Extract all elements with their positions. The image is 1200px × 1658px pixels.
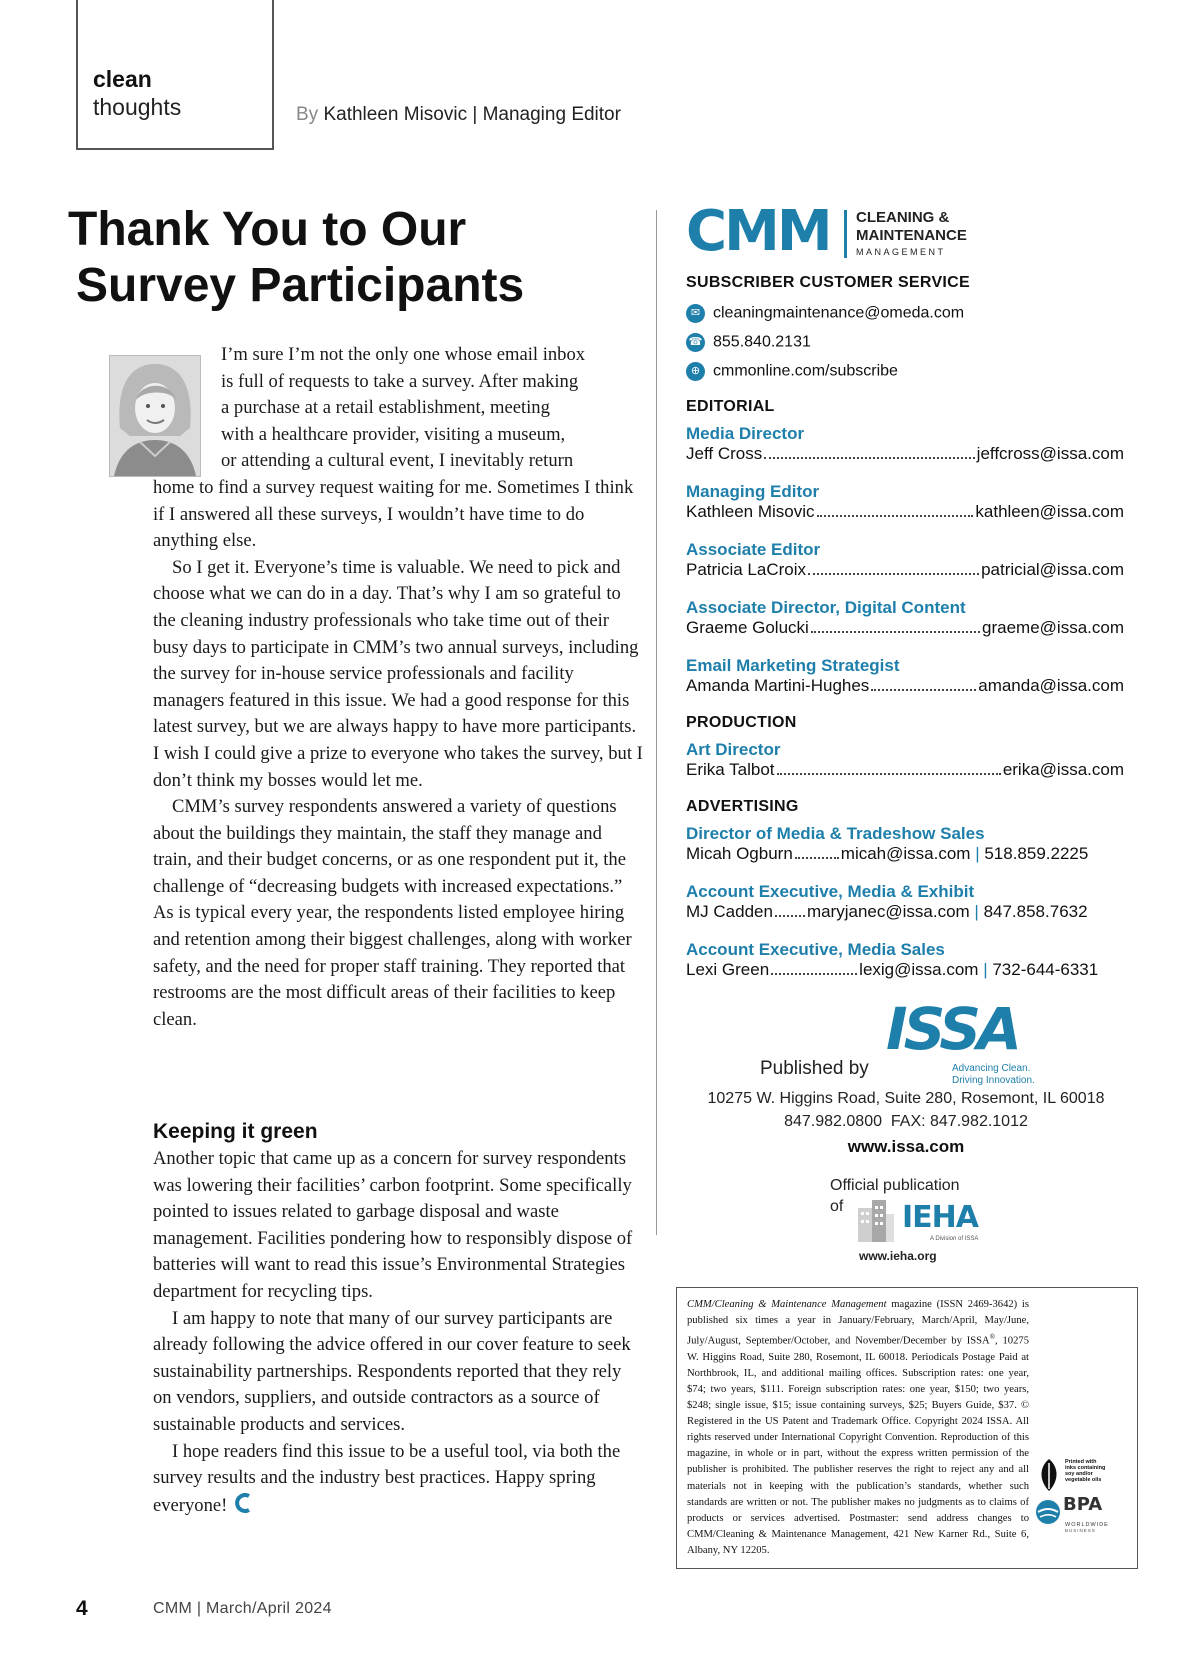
staff-line [686, 760, 1124, 780]
staff-phone: 847.858.7632 [983, 902, 1088, 921]
staff-email[interactable]: micah@issa.com [840, 844, 971, 863]
staff-line: Lexi Green lexig@issa.com | 732-644-6331 [686, 960, 1099, 979]
leader-dots [817, 502, 974, 517]
building-icon [856, 1198, 896, 1242]
editorial-entry [686, 656, 1126, 696]
official-of-label: of [830, 1198, 844, 1215]
contact-phone: 855.840.2131 [713, 333, 811, 351]
editorial-entry [686, 424, 1126, 464]
bpa-sub: WORLDWIDE [1065, 1522, 1109, 1528]
role-title: Associate Editor [686, 540, 821, 559]
role-title: Director of Media & Tradeshow Sales [686, 824, 985, 843]
issa-logo [886, 995, 1066, 1086]
staff-name: Lexi Green [686, 960, 770, 979]
globe-icon: ⊕ [686, 362, 705, 381]
masthead [686, 274, 1126, 381]
staff-name: Jeff Cross [686, 444, 763, 463]
staff-line [686, 502, 1124, 522]
production-heading: PRODUCTION [686, 714, 797, 731]
intro-line: a purchase at a retail establishment, meeting [221, 397, 550, 419]
ieha-sub: A Division of ISSA [930, 1236, 979, 1242]
staff-email[interactable]: erika@issa.com [1002, 760, 1124, 779]
soy-line: soy and/or [1065, 1471, 1093, 1477]
section-tab [76, 0, 274, 150]
intro-line: or attending a cultural event, I inevitably return [221, 450, 574, 472]
intro-line: is full of requests to take a survey. After making [221, 370, 579, 392]
publication-fine-print [676, 1287, 1138, 1569]
intro-line: with a healthcare provider, visiting a museum, [221, 423, 566, 445]
staff-email[interactable]: maryjanec@issa.com [806, 902, 970, 921]
contact-web[interactable]: cmmonline.com/subscribe [713, 362, 898, 380]
advertising-entry [686, 824, 1126, 864]
article-body-continued [153, 1146, 643, 1519]
fine-print-text-a: magazine (ISSN 2469-3642) is published six times a year in January/February, March/April, May/June, July/August, September/October, and November/December by ISSA [687, 1299, 1029, 1347]
logo-line-2: MAINTENANCE [856, 227, 967, 244]
staff-email[interactable]: jeffcross@issa.com [976, 444, 1124, 463]
editorial-entry [686, 540, 1126, 580]
article-title [68, 202, 524, 314]
title-line-2: Survey Participants [76, 259, 525, 312]
staff-line: Micah Ogburn micah@issa.com | 518.859.2225 [686, 844, 1089, 863]
editorial-entry [686, 598, 1126, 638]
staff-line [686, 560, 1124, 580]
contact-email[interactable]: cleaningmaintenance@omeda.com [713, 304, 965, 322]
staff-line [686, 618, 1124, 638]
issa-logo-letters: ISSA [886, 995, 1018, 1063]
section-word-clean: clean [93, 66, 152, 92]
paragraph-6-text: I hope readers find this issue to be a useful tool, via both the survey results and the industry best practices. Happy spring everyone! [153, 1440, 621, 1516]
leader-dots [777, 760, 1001, 775]
leader-dots [771, 960, 857, 975]
staff-email[interactable]: graeme@issa.com [982, 618, 1124, 637]
staff-name: Patricia LaCroix [686, 560, 806, 579]
role-title: Account Executive, Media Sales [686, 940, 945, 959]
staff-name: MJ Cadden [686, 902, 773, 921]
bpa-logo-letters: BPA [1063, 1494, 1103, 1515]
contact-phone-row [686, 333, 1126, 352]
logo-line-3: MANAGEMENT [856, 247, 946, 257]
advertising-section [686, 798, 1126, 816]
footer-publication: CMM | March/April 2024 [153, 1600, 332, 1617]
intro-line: I’m sure I’m not the only one whose email inbox [221, 344, 586, 365]
ieha-logo [856, 1198, 986, 1246]
byline [296, 104, 621, 126]
issa-tagline-1: Advancing Clean. [952, 1063, 1031, 1074]
end-mark-icon [233, 1492, 253, 1514]
phone-icon: ☎ [686, 333, 705, 352]
official-publication-label: Official publication [830, 1177, 960, 1194]
editorial-section [686, 398, 1126, 416]
paragraph-4: Another topic that came up as a concern for survey respondents was lowering their facilities’ carbon footprint. Some specifically pointed to issues related to garbage disposal and waste management. Facilities pondering how to responsibly dispose of batteries will want to read this issue’s Environmental Strategies department for recycling tips. [153, 1148, 633, 1302]
production-entry [686, 740, 1126, 780]
contact-email-row [686, 304, 1126, 323]
soy-line: vegetable oils [1065, 1477, 1102, 1483]
cmm-logo [686, 199, 986, 264]
paragraph-6 [153, 1439, 643, 1520]
logo-line-1: CLEANING & [856, 209, 950, 226]
staff-name: Amanda Martini-Hughes [686, 676, 870, 695]
staff-phone: 518.859.2225 [984, 844, 1089, 863]
role-title: Art Director [686, 740, 781, 759]
ieha-website[interactable]: www.ieha.org [859, 1249, 937, 1263]
staff-phone: 732-644-6331 [992, 960, 1099, 979]
staff-name: Graeme Golucki [686, 618, 809, 637]
staff-email[interactable]: patricial@issa.com [981, 560, 1124, 579]
leader-dots [808, 560, 979, 575]
leader-dots [871, 676, 976, 691]
soy-line: Printed with [1065, 1459, 1097, 1465]
soy-ink-note [1065, 1459, 1105, 1483]
advertising-entry [686, 882, 1126, 922]
staff-name: Erika Talbot [686, 760, 775, 779]
cmm-logo-letters: CMM [686, 199, 830, 264]
paragraph-1-rest: home to find a survey request waiting for me. Sometimes I think if I answered all these surveys, I wouldn’t have time to do anything else. [153, 476, 634, 552]
page-number: 4 [76, 1597, 88, 1620]
role-title: Associate Director, Digital Content [686, 598, 966, 617]
staff-name: Kathleen Misovic [686, 502, 815, 521]
bpa-globe-icon [1035, 1499, 1061, 1525]
registered-mark: ® [989, 1333, 996, 1342]
subhead-keeping-it-green: Keeping it green [153, 1120, 318, 1143]
byline-author: Kathleen Misovic | Managing Editor [323, 104, 621, 125]
soy-line: inks containing [1065, 1465, 1106, 1471]
issa-phones: 847.982.0800 FAX: 847.982.1012 [784, 1113, 1028, 1130]
editorial-entry [686, 482, 1126, 522]
staff-line: MJ Cadden maryjanec@issa.com | 847.858.7632 [686, 902, 1088, 921]
leader-dots [811, 618, 980, 633]
envelope-icon: ✉ [686, 304, 705, 323]
soy-leaf-icon [1035, 1457, 1063, 1493]
role-title: Managing Editor [686, 482, 820, 501]
issa-address: 10275 W. Higgins Road, Suite 280, Rosemont, IL 60018 [707, 1090, 1105, 1107]
bpa-sub-2: BUSINESS [1065, 1528, 1096, 1533]
production-section [686, 714, 1126, 732]
print-marks [1035, 1457, 1127, 1533]
contact-web-row [686, 362, 1126, 381]
staff-email[interactable]: kathleen@issa.com [975, 502, 1124, 521]
leader-dots [764, 444, 974, 459]
staff-email[interactable]: amanda@issa.com [978, 676, 1124, 695]
leader-dots [775, 902, 805, 917]
advertising-entry [686, 940, 1126, 980]
article-body [153, 342, 643, 1033]
issa-tagline-2: Driving Innovation. [952, 1075, 1035, 1086]
published-by-label: Published by [760, 1058, 869, 1079]
advertising-heading: ADVERTISING [686, 798, 799, 815]
staff-name: Micah Ogburn [686, 844, 793, 863]
subscriber-heading: SUBSCRIBER CUSTOMER SERVICE [686, 274, 970, 291]
paragraph-5: I am happy to note that many of our survey participants are already following the advice offered in our cover feature to seek sustainability partnerships. Respondents reported that they rely on vendors, suppliers, and outside contractors as a source of sustainable products and services. [153, 1307, 631, 1435]
title-line-1: Thank You to Our [68, 203, 467, 256]
role-title: Account Executive, Media & Exhibit [686, 882, 975, 901]
fine-print-text-b: , 10275 W. Higgins Road, Suite 280, Rosemont, IL 60018. Periodicals Postage Paid at Northbrook, IL, and additional mailing offices. Subscription rates: one year, $74; two years, $111. Foreign subscription rates: one year, $150; two years, $248; single issue, $15; issue containing surveys, $25; Buyers Guide, $37. © Registered in the US Patent and Trademark Office. Copyright 2024 ISSA. All rights reserved under International Copyright Convention. Reproduction of this magazine, in whole or in part, without the express written permission of the publisher is prohibited. The publisher reserves the right to reject any and all materials not in keeping with the publication’s standards, whether such standards are written or not. The publisher makes no judgments as to claims of products or services advertised. Postmaster: send address changes to CMM/Cleaning & Maintenance Management, 421 New Karner Rd., Suite 6, Albany, NY 12205. [687, 1335, 1029, 1556]
editorial-heading: EDITORIAL [686, 398, 775, 415]
paragraph-3: CMM’s survey respondents answered a variety of questions about the buildings they maintain, the staff they manage and train, and their budget concerns, or as one respondent put it, the challenge of “decreasing budgets with increased expectations.” As is typical every year, the respondents listed employee hiring and retention among their biggest challenges, along with worker safety, and the need for proper staff training. They reported that restrooms are the most difficult areas of their facilities to keep clean. [153, 796, 632, 1030]
paragraph-2: So I get it. Everyone’s time is valuable. We need to pick and choose what we can do in a day. That’s why I am so grateful to the cleaning industry professionals who take time out of their busy days to participate in CMM’s two annual surveys, including the survey for in-house service professionals and facility managers featured in this issue. We had a good response for this latest survey, but we are always happy to have more participants. I wish I could give a prize to everyone who takes the survey, but I don’t think my bosses would let me. [153, 556, 643, 791]
ieha-logo-letters: IEHA [902, 1200, 978, 1235]
leader-dots [795, 844, 839, 859]
staff-line [686, 444, 1124, 464]
section-word-thoughts: thoughts [93, 94, 182, 120]
magazine-name: CMM/Cleaning & Maintenance Management [687, 1299, 887, 1310]
role-title: Media Director [686, 424, 805, 443]
byline-prefix: By [296, 104, 319, 125]
staff-email[interactable]: lexig@issa.com [859, 960, 979, 979]
issa-website[interactable]: www.issa.com [847, 1137, 965, 1156]
column-divider [656, 210, 657, 1235]
staff-line [686, 676, 1124, 696]
role-title: Email Marketing Strategist [686, 656, 900, 675]
logo-bar [844, 210, 847, 258]
